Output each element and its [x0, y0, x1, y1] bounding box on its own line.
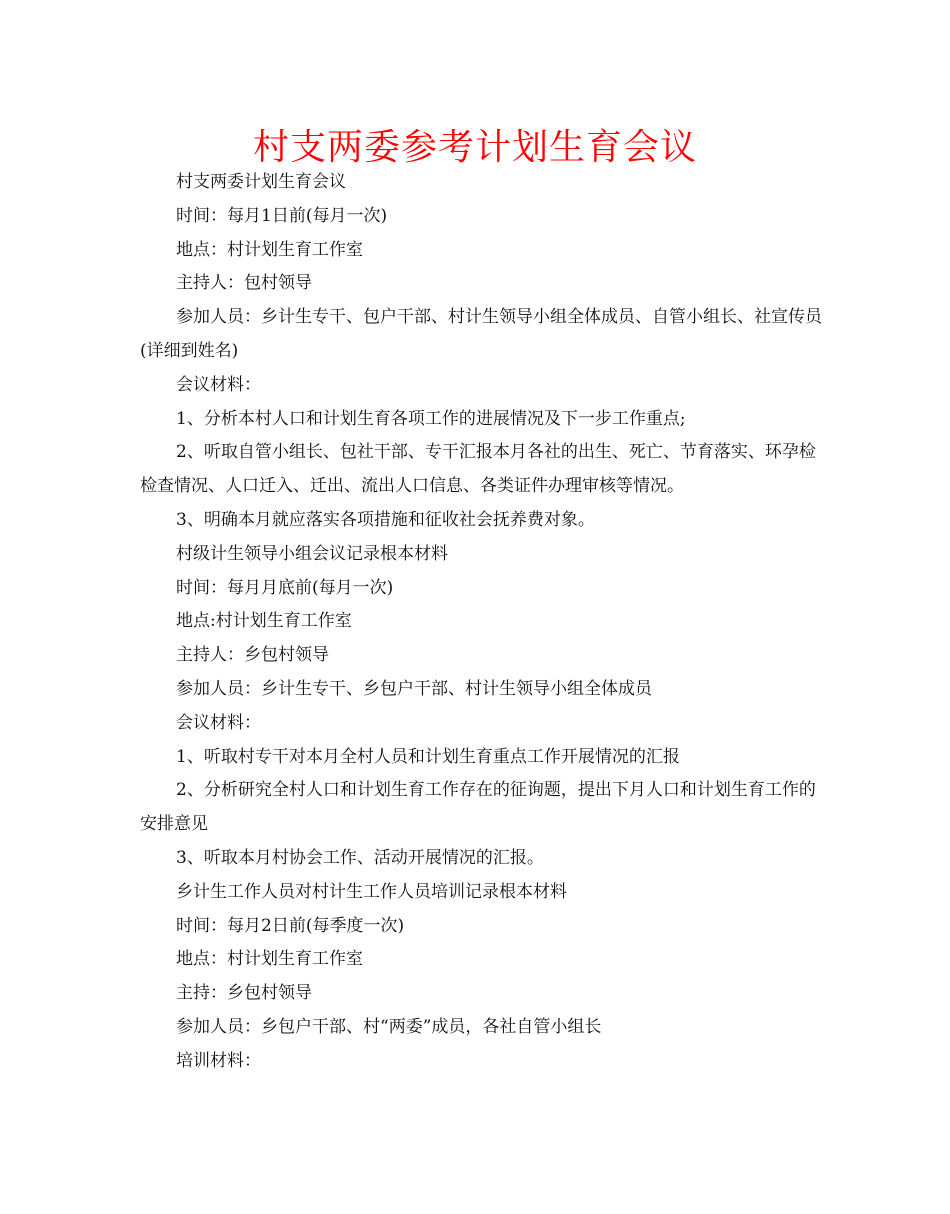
paragraph: 3、听取本月村协会工作、活动开展情况的汇报。 [176, 847, 544, 868]
paragraph: 1、分析本村人口和计划生育各项工作的进展情况及下一步工作重点; [176, 408, 686, 429]
paragraph: 村支两委计划生育会议 [176, 172, 346, 192]
paragraph: 地点：村计划生育工作室 [176, 949, 363, 970]
paragraph: 乡计生工作人员对村计生工作人员培训记录根本材料 [176, 881, 567, 902]
paragraph: 2、听取自管小组长、包社干部、专干汇报本月各社的出生、死亡、节育落实、环孕检检查情况、人口迁入、迁出、流出人口信息、各类证件办理审核等情况。 [140, 442, 816, 497]
paragraph: 时间：每月2日前(每季度一次) [176, 915, 405, 936]
paragraph: 会议材料： [176, 712, 261, 733]
paragraph: 培训材料： [176, 1050, 261, 1071]
paragraph: 主持人：乡包村领导 [176, 645, 329, 666]
paragraph: 村级计生领导小组会议记录根本材料 [176, 543, 448, 564]
paragraph: 参加人员：乡计生专干、乡包户干部、村计生领导小组全体成员 [176, 678, 652, 699]
document-title: 村支两委参考计划生育会议 [252, 127, 697, 168]
document-body [140, 166, 830, 1079]
paragraph: 会议材料： [176, 374, 261, 395]
paragraph: 主持：乡包村领导 [176, 983, 312, 1004]
paragraph: 地点:村计划生育工作室 [176, 611, 352, 632]
paragraph: 地点：村计划生育工作室 [176, 239, 363, 260]
paragraph: 参加人员：乡计生专干、包户干部、村计生领导小组全体成员、自管小组长、社宣传员(详细到姓名) [140, 307, 822, 361]
paragraph: 参加人员：乡包户干部、村“两委”成员，各社自管小组长 [176, 1016, 602, 1037]
paragraph: 时间：每月月底前(每月一次) [176, 577, 394, 598]
paragraph: 主持人：包村领导 [176, 273, 312, 294]
paragraph: 2、分析研究全村人口和计划生育工作存在的征询题，提出下月人口和计划生育工作的安排意见 [140, 780, 816, 835]
paragraph: 时间：每月1日前(每月一次) [176, 205, 388, 226]
paragraph: 3、明确本月就应落实各项措施和征收社会抚养费对象。 [176, 509, 595, 530]
paragraph: 1、听取村专干对本月全村人员和计划生育重点工作开展情况的汇报 [176, 746, 680, 767]
